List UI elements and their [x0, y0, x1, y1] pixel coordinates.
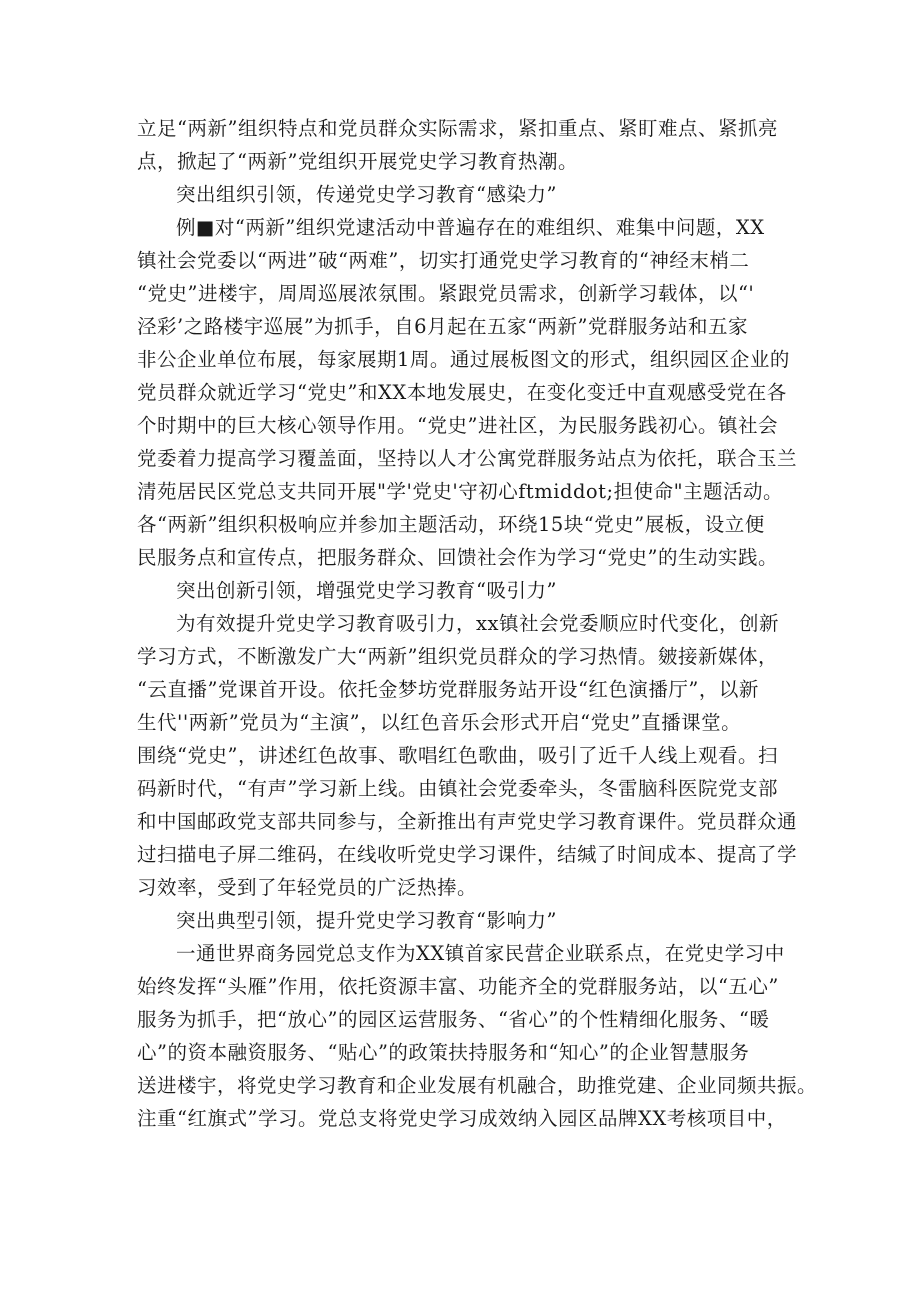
body-line: 注重“红旗式”学习。党总支将党史学习成效纳入园区品牌XX考核项目中，: [137, 1107, 787, 1130]
body-line: 围绕“党史”，讲述红色故事、歌唱红色歌曲，吸引了近千人线上观看。扫: [137, 744, 778, 767]
body-line: 各“两新”组织积极响应并参加主题活动，环绕15块“党史”展板，设立便: [137, 513, 765, 536]
body-line: 始终发挥“头雁”作用，依托资源丰富、功能齐全的党群服务站，以“五心”: [137, 975, 779, 998]
paragraph-first-line: 为有效提升党史学习教育吸引力，xx镇社会党委顺应时代变化，创新: [176, 612, 779, 635]
body-line: “党史”进楼宇，周周巡展浓氛围。紧跟党员需求，创新学习载体，以“': [137, 282, 755, 305]
paragraph-first-line: 一通世界商务园党总支作为XX镇首家民营企业联系点，在党史学习中: [176, 942, 785, 965]
body-line: “云直播”党课首开设。依托金梦坊党群服务站开设“红色演播厅”，以新: [137, 678, 759, 701]
body-line: 和中国邮政党支部共同参与，全新推出有声党史学习教育课件。党员群众通: [137, 810, 798, 833]
body-line: 心”的资本融资服务、“贴心”的政策扶持服务和“知心”的企业智慧服务: [137, 1041, 750, 1064]
body-line: 服务为抓手，把“放心”的园区运营服务、“省心”的个性精细化服务、“暖: [137, 1008, 770, 1031]
body-line: 点，掀起了“两新”党组织开展党史学习教育热潮。: [137, 150, 578, 173]
paragraph-first-line: 例■对“两新”组织党逮活动中普遍存在的难组织、难集中问题，XX: [176, 216, 765, 239]
body-line: 送进楼宇，将党史学习教育和企业发展有机融合，助推党建、企业同频共振。: [137, 1074, 818, 1097]
document-body: [137, 112, 818, 1135]
section-heading: 突出典型引领，提升党史学习教育“影响力”: [176, 909, 557, 932]
body-line: 个时期中的巨大核心领导作用。“党史”进社区，为民服务践初心。镇社会: [137, 414, 778, 437]
body-line: 党委着力提高学习覆盖面，坚持以人才公寓党群服务站点为依托，联合玉兰: [137, 447, 798, 470]
body-line: 习效率，受到了年轻党员的广泛热捧。: [137, 876, 478, 899]
body-line: 过扫描电子屏二维码，在线收听党史学习课件，结缄了时间成本、提高了学: [137, 843, 798, 866]
body-line: 立足“两新”组织特点和党员群众实际需求，紧扣重点、紧盯难点、紧抓亮: [137, 117, 778, 140]
body-line: 清苑居民区党总支共同开展"学'党史'守初心ftmiddot;担使命"主题活动。: [137, 480, 784, 503]
body-line: 非公企业单位布展，每家展期1周。通过展板图文的形式，组织园区企业的: [137, 348, 790, 371]
section-heading: 突出组织引领，传递党史学习教育“感染力”: [176, 183, 557, 206]
body-line: 党员群众就近学习“党史”和XX本地发展史，在变化变迁中直观感受党在各: [137, 381, 787, 404]
body-line: 学习方式，不断激发广大“两新”组织党员群众的学习热情。皴接新媒体，: [137, 645, 778, 668]
section-heading: 突出创新引领，增强党史学习教育“吸引力”: [176, 579, 557, 602]
body-line: 民服务点和宣传点，把服务群众、回馈社会作为学习“党史”的生动实践。: [137, 546, 778, 569]
body-line: 码新时代，“有声”学习新上线。由镇社会党委牵头，冬雷脑科医院党支部: [137, 777, 778, 800]
body-line: 镇社会党委以“两进”破“两难”，切实打通党史学习教育的“神经末梢二: [137, 249, 750, 272]
body-line: 泾彩’之路楼宇巡展”为抓手，自6月起在五家“两新”党群服务站和五家: [137, 315, 749, 338]
body-line: 生代''两新”党员为“主演”，以红色音乐会形式开启“党史”直播课堂。: [137, 711, 742, 734]
